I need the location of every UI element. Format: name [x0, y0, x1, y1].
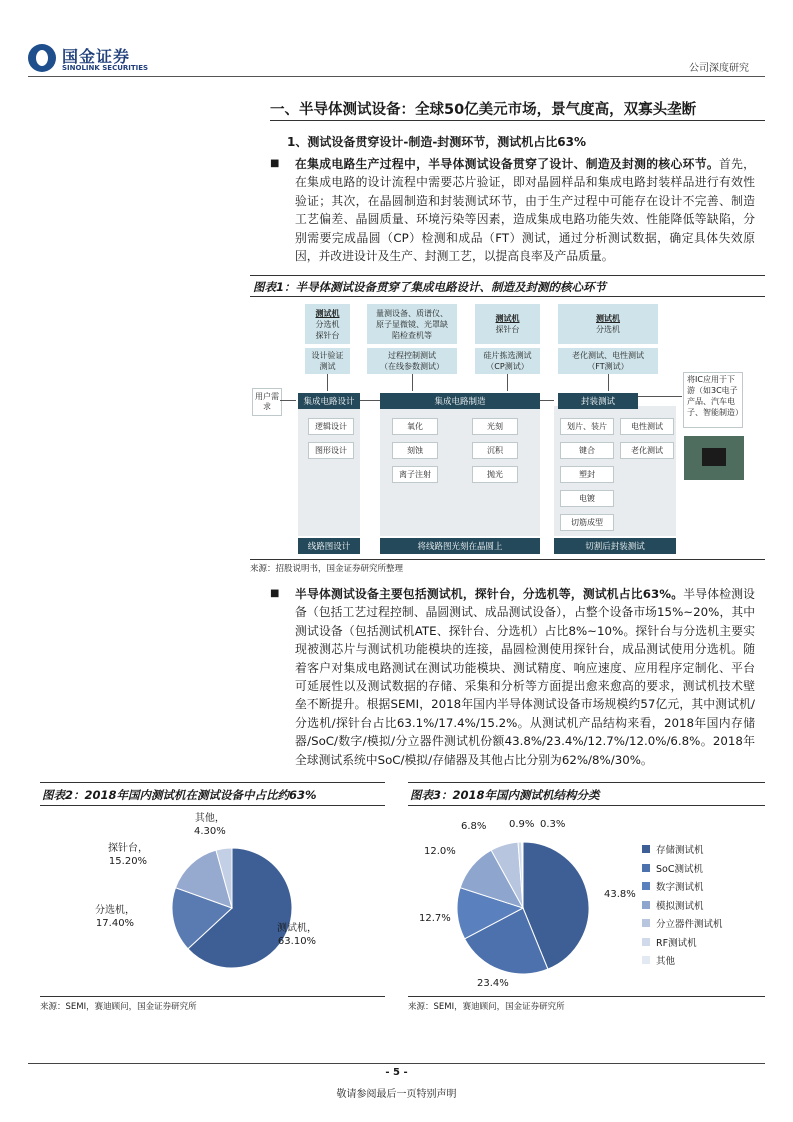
- stage-design: 集成电路设计: [298, 393, 360, 409]
- figure1-bottom-rule: [250, 559, 765, 560]
- figure1-title: 图表1：半导体测试设备贯穿了集成电路设计、制造及封测的核心环节: [253, 280, 606, 294]
- subsection-heading: 1、测试设备贯穿设计-制造-封测环节，测试机占比63%: [287, 135, 587, 149]
- package-item: 塑封: [560, 466, 614, 483]
- figure1-top-rule: [250, 275, 765, 276]
- legend-label: 分立器件测试机: [656, 919, 723, 930]
- paragraph-2: [295, 585, 755, 769]
- equipment-box-design: 测试机 分选机 探针台: [305, 304, 350, 344]
- figure3-bottom-rule: [408, 996, 765, 997]
- page-number: - 5 -: [385, 1067, 408, 1078]
- footer-note: 敬请参阅最后一页特别声明: [336, 1089, 457, 1100]
- legend-item: [642, 953, 675, 967]
- figure3-title-rule: [408, 805, 765, 806]
- figure2-title-rule: [40, 805, 385, 806]
- chip-image: [684, 436, 744, 480]
- stage-manufacture: 集成电路制造: [380, 393, 540, 409]
- figure3-pie-chart: [408, 808, 765, 993]
- manufacture-item: 沉积: [472, 442, 518, 459]
- test-box-ft: 老化测试、电性测试 （FT测试）: [558, 348, 658, 374]
- package-item: 键合: [560, 442, 614, 459]
- equipment-box-ft: 测试机 分选机: [558, 304, 658, 344]
- package-item: 切筋成型: [560, 514, 614, 531]
- paragraph-1-lead: 在集成电路生产过程中，半导体测试设备贯穿了设计、制造及封测的核心环节。: [295, 157, 719, 171]
- bullet-icon: ■: [270, 588, 280, 599]
- report-type: 公司深度研究: [689, 63, 749, 74]
- header-divider: [28, 76, 765, 77]
- manufacture-item: 刻蚀: [392, 442, 438, 459]
- equipment-box-cp: 测试机 探针台: [475, 304, 540, 344]
- test-box-cp: 硅片拣选测试 （CP测试）: [475, 348, 540, 374]
- legend-swatch: [642, 938, 650, 946]
- paragraph-1-body: 首先，在集成电路的设计流程中需要芯片验证，即对晶圆样品和集成电路封装样品进行有效性验证；其次，在晶圆制造和封装测试环节，由于生产过程中可能存在设计不完善、制造工艺偏差、晶圆质量、环境污染等因素，造成集成电路功能失效、性能降低等缺陷，分别需要完成晶圆（CP）检测和成品（FT）测试，通过分析测试数据，确定具体失效原因，并改进设计及生产、封测工艺，以提高良率及产品质量。: [295, 157, 755, 264]
- legend-swatch: [642, 845, 650, 853]
- package-item: 电镀: [560, 490, 614, 507]
- paragraph-2-lead: 半导体测试设备主要包括测试机，探针台，分选机等，测试机占比63%。: [295, 587, 684, 601]
- pie2-label: 23.4%: [477, 978, 509, 989]
- legend-label: 存储测试机: [656, 845, 704, 856]
- footer-divider: [28, 1063, 765, 1064]
- legend-swatch: [642, 919, 650, 927]
- pie2-label: 12.7%: [419, 913, 451, 924]
- legend-item: [642, 935, 697, 949]
- heading-divider: [270, 120, 765, 121]
- pie1-label-testers: 测试机， 63.10%: [277, 923, 317, 947]
- figure3-source: 来源：SEMI，赛迪顾问，国金证券研究所: [408, 1002, 565, 1012]
- figure3-top-rule: [408, 782, 765, 783]
- pie2-label: 0.9%: [509, 819, 535, 830]
- bullet-icon: ■: [270, 158, 280, 169]
- legend-swatch: [642, 956, 650, 964]
- section-heading: 一、半导体测试设备：全球50亿美元市场，景气度高，双寡头垄断: [270, 102, 697, 118]
- legend-label: SoC测试机: [656, 863, 703, 875]
- pie1-label-handlers: 分选机， 17.40%: [95, 905, 135, 929]
- pie2-label: 12.0%: [424, 846, 456, 857]
- bottom-design: 线路图设计: [298, 538, 360, 554]
- figure2-bottom-rule: [40, 996, 385, 997]
- manufacture-item: 氧化: [392, 418, 438, 435]
- stage-package: 封装测试: [558, 393, 638, 409]
- legend-label: 其他: [656, 956, 676, 967]
- process-diagram: [250, 298, 765, 556]
- legend-item: [642, 916, 723, 930]
- logo-text: 国金证券: [62, 47, 131, 66]
- package-item: 电性测试: [620, 418, 674, 435]
- user-need-box: 用户需求: [252, 388, 282, 416]
- legend-item: [642, 842, 704, 856]
- pie1-label-probers: 探针台， 15.20%: [108, 843, 148, 867]
- logo-icon: [28, 44, 56, 72]
- design-item: 逻辑设计: [308, 418, 354, 435]
- test-box-process: 过程控制测试 （在线参数测试）: [367, 348, 457, 374]
- manufacture-item: 光刻: [472, 418, 518, 435]
- legend-label: RF测试机: [656, 937, 697, 949]
- pie2-label: 6.8%: [461, 821, 487, 832]
- figure1-source: 来源：招股说明书，国金证券研究所整理: [250, 564, 404, 574]
- legend-label: 模拟测试机: [656, 900, 704, 912]
- legend-swatch: [642, 882, 650, 890]
- pie1-label-other: 其他， 4.30%: [194, 813, 226, 837]
- test-box-design: 设计验证 测试: [305, 348, 350, 374]
- figure2-top-rule: [40, 782, 385, 783]
- figure3-title: 图表3：2018年国内测试机结构分类: [410, 788, 600, 802]
- figure2-title: 图表2：2018年国内测试机在测试设备中占比约63%: [42, 788, 317, 802]
- pie2-label: 43.8%: [604, 889, 636, 900]
- legend-swatch: [642, 864, 650, 872]
- equipment-box-process: 量测设备、质谱仪、 原子显微镜、光罩缺 陷检查机等: [367, 304, 457, 344]
- legend-label: 数字测试机: [656, 882, 704, 893]
- design-item: 图形设计: [308, 442, 354, 459]
- legend-item: [642, 879, 704, 893]
- legend-swatch: [642, 901, 650, 909]
- bottom-manufacture: 将线路图光刻在晶圆上: [380, 538, 540, 554]
- logo-subtitle: SINOLINK SECURITIES: [62, 64, 149, 72]
- downstream-box: 将IC应用于下游（如3C电子产品、汽车电子、智能制造）: [683, 372, 743, 428]
- legend-item: [642, 898, 704, 912]
- manufacture-item: 离子注射: [392, 466, 438, 483]
- bottom-package: 切割后封装测试: [554, 538, 676, 554]
- legend-item: [642, 861, 703, 875]
- paragraph-2-body: 半导体检测设备（包括工艺过程控制、晶圆测试、成品测试设备），占整个设备市场15%~20%，其中测试设备（包括测试机ATE、探针台、分选机）占比8%~10%。探针台与分选机主要实现被测芯片与测试机功能模块的连接，晶圆检测使用探针台，成品测试使用分选机。随着客户对集成电路测试在测试功能模块、测试精度、响应速度、应用程序定制化、平台可延展性以及测试数据的存储、采集和分析等方面提出愈来愈高的要求，测试机技术壁垒不断提升。根据SEMI，2018年国内半导体测试设备市场规模约57亿元，其中测试机/分选机/探针台占比63.1%/17.4%/15.2%。从测试机产品结构来看，2018年国内存储器/SoC/数字/模拟/分立器件测试机份额43.8%/23.4%/12.7%/12.0%/6.8%。2018年全球测试系统中SoC/模拟/存储器及其他占比分别为62%/8%/30%。: [295, 587, 755, 767]
- paragraph-1: [295, 155, 755, 265]
- package-item: 老化测试: [620, 442, 674, 459]
- pie2-label: 0.3%: [540, 819, 566, 830]
- manufacture-item: 抛光: [472, 466, 518, 483]
- figure1-title-rule: [250, 296, 765, 297]
- figure2-source: 来源：SEMI，赛迪顾问，国金证券研究所: [40, 1002, 197, 1012]
- package-item: 划片、装片: [560, 418, 614, 435]
